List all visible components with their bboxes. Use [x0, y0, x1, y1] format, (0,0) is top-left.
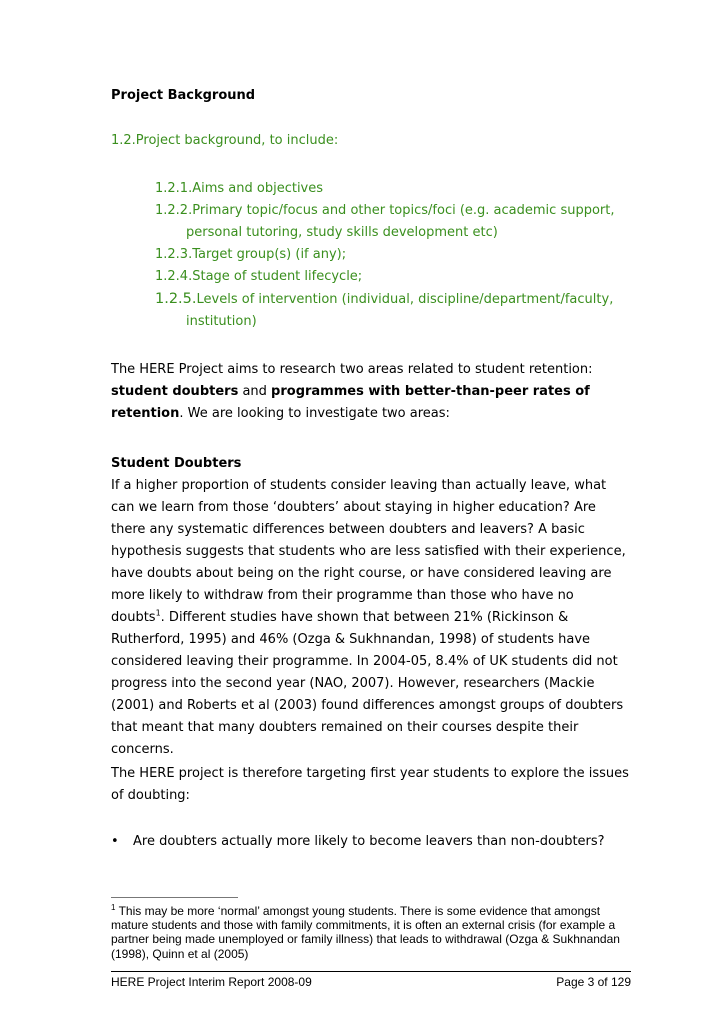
targeting-paragraph: The HERE project is therefore targeting first year students to explore the issues of doubting: [111, 766, 629, 803]
outline-item-continuation: institution) [186, 314, 257, 329]
intro-text: The HERE Project aims to research two areas related to student retention: [111, 362, 593, 377]
outline-item [155, 288, 615, 333]
footnote [111, 904, 631, 961]
bullet-text: Are doubters actually more likely to become leavers than non-doubters? [133, 834, 605, 849]
footer-separator [111, 971, 631, 972]
doubters-heading: Student Doubters [111, 456, 242, 471]
footnote-reference[interactable]: 1 [155, 608, 161, 618]
footer-page-number: Page 3 of 129 [556, 975, 631, 989]
footnote-mark: 1 [111, 903, 116, 912]
outline-item-text: Stage of student lifecycle; [192, 269, 363, 284]
section-subtitle: 1.2.Project background, to include: [111, 133, 339, 148]
outline-item-number: 1.2.2. [155, 203, 193, 218]
intro-rest: . We are looking to investigate two areas: [179, 406, 450, 421]
outline-item-continuation: personal tutoring, study skills development etc) [186, 225, 498, 240]
footer-report-title: HERE Project Interim Report 2008-09 [111, 975, 312, 989]
outline-item [155, 244, 615, 266]
outline-item-text: Aims and objectives [192, 181, 324, 196]
doubters-paragraph [111, 475, 631, 761]
intro-and: and [238, 384, 272, 399]
outline-item [155, 200, 615, 244]
doubters-text: If a higher proportion of students consider leaving than actually leave, what can we learn from those ‘doubters’ about staying in higher education? Are there any systematic differences between doubters and leavers? A basic hypothesis suggests that students who are less satisfied with their experience, have doubts about being on the right course, or have considered leaving are more likely to withdraw from their programme than those who have no doubts [111, 478, 626, 625]
outline-item [155, 178, 615, 200]
outline-item-number: 1.2.5. [155, 291, 197, 307]
footnote-text: This may be more ‘normal’ amongst young students. There is some evidence that amongst mature students and those with family commitments, it is often an external crisis (for example a partner being made unemployed or family illness) that leads to withdrawal (Ozga & Sukhnandan (1998), Quinn et al (2005) [111, 904, 620, 961]
outline-item-text: Primary topic/focus and other topics/foci (e.g. academic support, [192, 203, 615, 218]
intro-bold-doubters: student doubters [111, 384, 239, 399]
section-heading: Project Background [111, 88, 256, 103]
footnote-separator [111, 897, 238, 898]
outline-item-text: Levels of intervention (individual, discipline/department/faculty, [196, 292, 614, 307]
bullet-item [111, 831, 631, 853]
intro-bold-programmes: programmes with better-than-peer rates of retention [111, 384, 590, 421]
bullet-symbol: • [111, 834, 119, 849]
intro-paragraph [111, 359, 631, 425]
outline-item-text: Target group(s) (if any); [192, 247, 347, 262]
outline-list [155, 178, 615, 333]
doubters-text-continued: . Different studies have shown that between 21% (Rickinson & Rutherford, 1995) and 46% (Ozga & Sukhnandan, 1998) of students have considered leaving their programme. In 2004-05, 8.4% of UK students did not progress into the second year (NAO, 2007). However, researchers (Mackie (2001) and Roberts et al (2003) found differences amongst groups of doubters that meant that many doubters remained on their courses despite their concerns. [111, 610, 624, 757]
outline-item-number: 1.2.4. [155, 269, 193, 284]
outline-item-number: 1.2.3. [155, 247, 193, 262]
outline-item-number: 1.2.1. [155, 181, 193, 196]
outline-item [155, 266, 615, 288]
